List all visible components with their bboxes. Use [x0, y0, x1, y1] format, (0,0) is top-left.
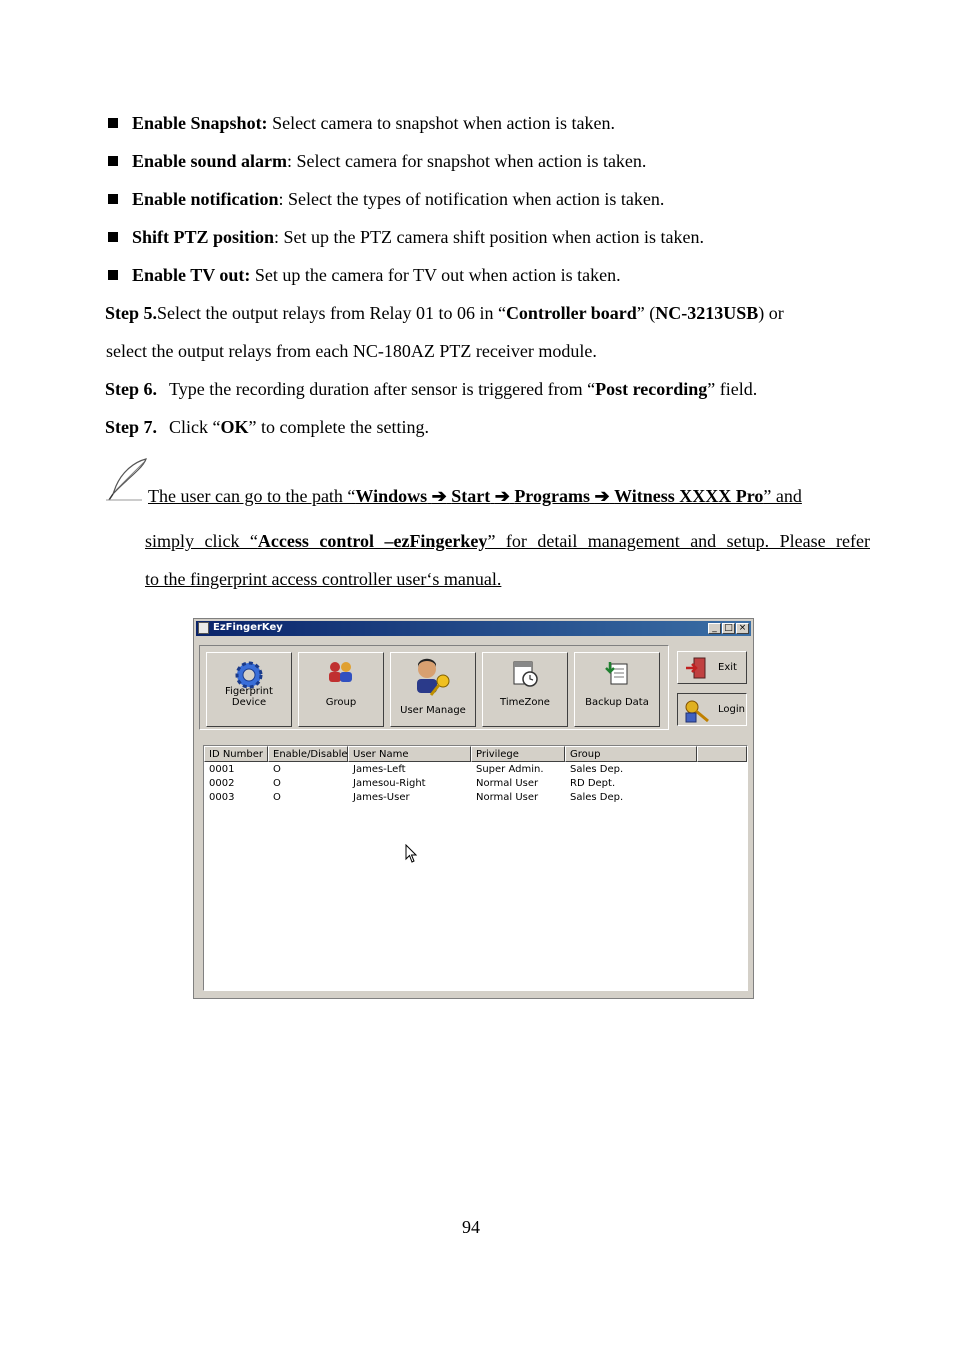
button-label: Backup Data — [585, 697, 649, 708]
note-line-1 — [148, 485, 802, 507]
login-label: Login — [718, 704, 745, 715]
step-label: Step 6. — [105, 379, 158, 399]
maximize-button[interactable]: □ — [722, 623, 735, 634]
note-line-3: to the fingerprint access controller user‘s manual. — [145, 569, 502, 589]
window-title: EzFingerKey — [213, 622, 283, 633]
cell-username: James-Left — [353, 764, 406, 775]
bullet-text: Set up the camera for TV out when action is taken. — [250, 265, 621, 285]
cell-group: Sales Dep. — [570, 764, 624, 775]
button-label: Figerprint Device — [225, 686, 273, 708]
app-icon — [198, 622, 209, 634]
bullet-term: Enable notification — [132, 189, 279, 209]
key-icon — [684, 699, 714, 727]
fingerprint-device-button[interactable] — [206, 652, 292, 727]
path-part: Windows — [355, 486, 428, 506]
path-part: Programs — [514, 486, 590, 506]
bullet-text: : Select the types of notification when action is taken. — [278, 189, 665, 209]
note-text: ” and — [763, 486, 802, 506]
step-bold: Post recording — [595, 379, 708, 399]
column-header-group[interactable]: Group — [565, 746, 697, 762]
arrow-icon: ➔ — [494, 486, 510, 506]
step-text: ) or — [758, 303, 784, 323]
close-button[interactable]: × — [736, 623, 749, 634]
note-feather-icon — [104, 456, 150, 502]
note-bold: Access control –ezFingerkey — [257, 531, 488, 551]
bullet-text: : Select camera for snapshot when action is taken. — [287, 151, 647, 171]
timezone-button[interactable] — [482, 652, 568, 727]
step-6 — [105, 378, 757, 400]
cell-privilege: Normal User — [476, 778, 539, 789]
backup-data-button[interactable] — [574, 652, 660, 727]
step-text: Select the output relays from Relay 01 to 06 in “ — [157, 303, 506, 323]
cell-username: James-User — [353, 792, 410, 803]
minimize-button[interactable]: _ — [708, 623, 721, 634]
bullet-text: Select camera to snapshot when action is taken. — [267, 113, 615, 133]
bullet-item — [132, 264, 621, 286]
bullet-term: Enable TV out: — [132, 265, 251, 285]
group-button[interactable] — [298, 652, 384, 727]
group-icon — [325, 659, 357, 691]
ezfingerkey-window — [193, 618, 754, 999]
arrow-icon: ➔ — [594, 486, 610, 506]
bullet-item — [132, 150, 646, 172]
cell-enable: O — [273, 792, 281, 803]
note-text: simply click “ — [145, 531, 258, 551]
bullet-marker — [108, 270, 118, 280]
cell-id: 0002 — [209, 778, 235, 789]
step-bold: OK — [220, 417, 249, 437]
button-label: TimeZone — [500, 697, 550, 708]
column-header-enable[interactable]: Enable/Disable — [268, 746, 348, 762]
step-text: Type the recording duration after sensor is triggered from “ — [169, 379, 596, 399]
cell-enable: O — [273, 764, 281, 775]
exit-button[interactable] — [677, 651, 747, 684]
step-text: ” to complete the setting. — [248, 417, 429, 437]
bullet-item — [132, 112, 615, 134]
bullet-item — [132, 226, 704, 248]
column-header-filler — [697, 746, 747, 762]
cell-privilege: Normal User — [476, 792, 539, 803]
document-download-icon — [602, 659, 632, 693]
login-button[interactable] — [677, 693, 747, 726]
column-header-username[interactable]: User Name — [348, 746, 471, 762]
cell-username: Jamesou-Right — [353, 778, 426, 789]
step-text: Click “ — [169, 417, 221, 437]
toolbar — [199, 645, 669, 730]
bullet-marker — [108, 118, 118, 128]
step-7 — [105, 416, 429, 438]
column-header-id[interactable]: ID Number — [204, 746, 268, 762]
cell-enable: O — [273, 778, 281, 789]
arrow-icon: ➔ — [431, 486, 447, 506]
cell-group: Sales Dep. — [570, 792, 624, 803]
button-label: Group — [325, 697, 357, 708]
user-table[interactable] — [203, 745, 748, 991]
cell-id: 0001 — [209, 764, 235, 775]
note-text: The user can go to the path “ — [148, 486, 356, 506]
step-bold: Controller board — [505, 303, 637, 323]
step-bold: NC-3213USB — [655, 303, 759, 323]
cell-group: RD Dept. — [570, 778, 616, 789]
user-manage-button[interactable] — [390, 652, 476, 727]
bullet-marker — [108, 156, 118, 166]
bullet-marker — [108, 232, 118, 242]
bullet-term: Enable sound alarm — [132, 151, 288, 171]
bullet-marker — [108, 194, 118, 204]
exit-door-icon — [684, 657, 708, 683]
exit-label: Exit — [718, 662, 737, 673]
bullet-text: : Set up the PTZ camera shift position when action is taken. — [274, 227, 704, 247]
cell-id: 0003 — [209, 792, 235, 803]
cell-privilege: Super Admin. — [476, 764, 544, 775]
page-number: 94 — [462, 1217, 480, 1237]
note-text: ” for detail management and setup. Please refer — [487, 531, 870, 551]
bullet-item — [132, 188, 664, 210]
button-label: User Manage — [400, 705, 466, 716]
calendar-clock-icon — [510, 659, 540, 693]
mouse-cursor-icon — [405, 844, 417, 868]
bullet-term: Enable Snapshot: — [132, 113, 268, 133]
path-part: Start — [451, 486, 491, 506]
step-label: Step 7. — [105, 417, 158, 437]
step-text: ” field. — [707, 379, 758, 399]
column-header-privilege[interactable]: Privilege — [471, 746, 565, 762]
note-line-2 — [145, 530, 870, 552]
step-5-continued: select the output relays from each NC-180AZ PTZ receiver module. — [106, 341, 597, 361]
path-part: Witness XXXX Pro — [614, 486, 764, 506]
step-5 — [105, 302, 784, 324]
user-key-icon — [411, 655, 455, 703]
step-label: Step 5. — [105, 303, 158, 323]
step-text: ” ( — [636, 303, 656, 323]
title-bar[interactable] — [196, 621, 751, 636]
bullet-term: Shift PTZ position — [132, 227, 275, 247]
